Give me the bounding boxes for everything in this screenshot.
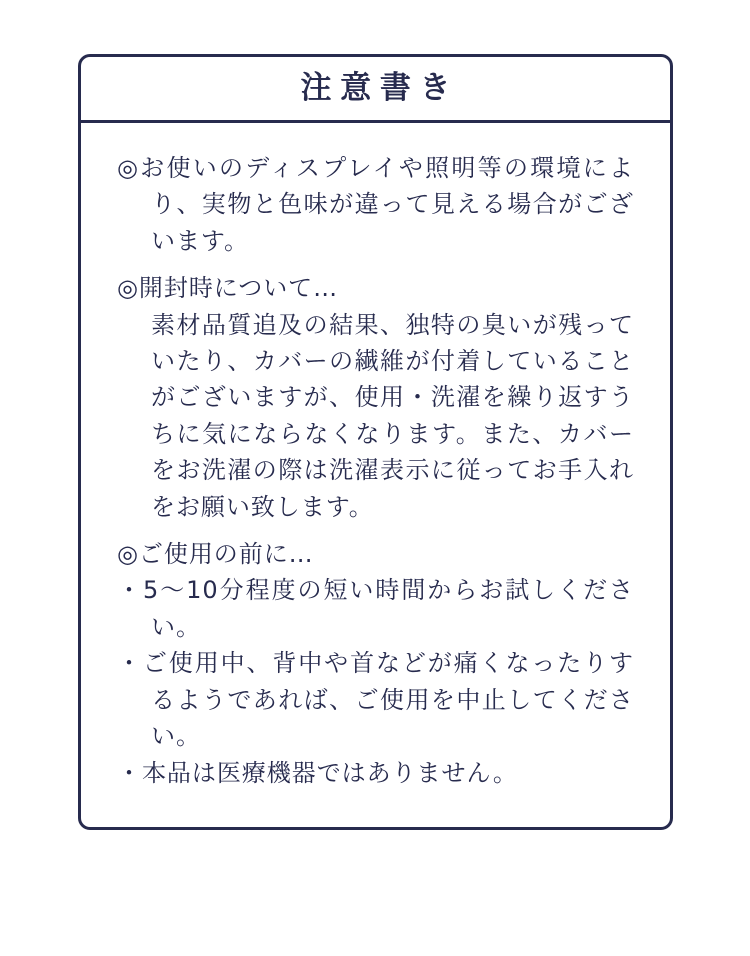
- list-item: [117, 645, 634, 754]
- double-circle-marker-icon: ◎: [117, 540, 139, 569]
- section-before-use: [117, 536, 634, 791]
- paragraph-unpacking-lead-text: 開封時について…: [138, 274, 339, 303]
- paragraph-before-use-lead: [117, 536, 634, 572]
- paragraph-display-color: [117, 150, 634, 259]
- paragraph-display-color-text: お使いのディスプレイや照明等の環境により、実物と色味が違って見える場合がございます。: [140, 154, 634, 255]
- list-item: [117, 572, 634, 645]
- notice-title: 注意書き: [300, 70, 460, 106]
- list-item: [117, 755, 634, 791]
- bullet-not-medical-device-text: 本品は医療機器ではありません。: [141, 758, 518, 787]
- bullet-dot-icon: ・: [117, 758, 142, 787]
- notice-card: [78, 54, 673, 830]
- notice-card-body: [81, 123, 670, 791]
- before-use-bullet-list: [117, 572, 634, 790]
- bullet-discontinue-use-text: ご使用中、背中や首などが痛くなったりするようであれば、ご使用を中止してください。: [142, 649, 634, 751]
- bullet-dot-icon: ・: [117, 649, 143, 678]
- paragraph-unpacking-body: 素材品質追及の結果、独特の臭いが残っていたり、カバーの繊維が付着していることがございますが、使用・洗濯を繰り返すうちに気にならなくなります。また、カバーをお洗濯の際は洗濯表示に従ってお手入れをお願い致します。: [151, 310, 634, 521]
- double-circle-marker-icon: ◎: [117, 154, 141, 182]
- section-unpacking: [117, 270, 634, 525]
- double-circle-marker-icon: ◎: [117, 274, 139, 303]
- paragraph-before-use-lead-text: ご使用の前に…: [138, 540, 314, 569]
- notice-card-header: [81, 57, 670, 123]
- paragraph-unpacking-lead: [117, 270, 634, 306]
- section-display-color: [117, 150, 634, 259]
- bullet-trial-time-text: 5〜10分程度の短い時間からお試しください。: [142, 576, 634, 641]
- bullet-dot-icon: ・: [117, 576, 143, 605]
